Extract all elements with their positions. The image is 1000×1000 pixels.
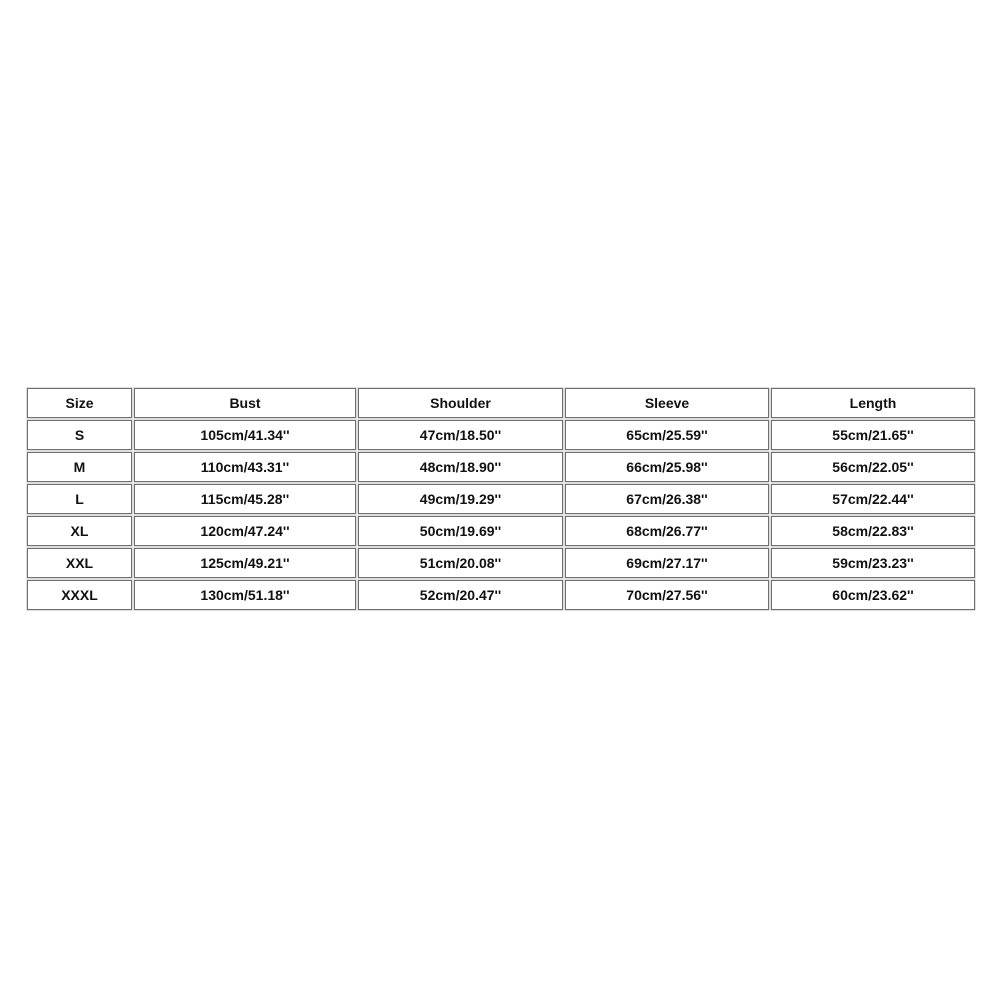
cell-shoulder: 52cm/20.47'' (358, 580, 563, 610)
header-bust: Bust (134, 388, 356, 418)
cell-sleeve: 68cm/26.77'' (565, 516, 769, 546)
table-row (27, 516, 975, 546)
cell-sleeve: 66cm/25.98'' (565, 452, 769, 482)
cell-shoulder: 47cm/18.50'' (358, 420, 563, 450)
cell-bust: 115cm/45.28'' (134, 484, 356, 514)
table-row (27, 548, 975, 578)
table-row (27, 452, 975, 482)
cell-bust: 105cm/41.34'' (134, 420, 356, 450)
cell-length: 59cm/23.23'' (771, 548, 975, 578)
cell-length: 57cm/22.44'' (771, 484, 975, 514)
cell-bust: 125cm/49.21'' (134, 548, 356, 578)
cell-shoulder: 49cm/19.29'' (358, 484, 563, 514)
header-sleeve: Sleeve (565, 388, 769, 418)
cell-size: XXXL (27, 580, 132, 610)
cell-length: 55cm/21.65'' (771, 420, 975, 450)
cell-sleeve: 70cm/27.56'' (565, 580, 769, 610)
table-header-row (27, 388, 975, 418)
cell-bust: 110cm/43.31'' (134, 452, 356, 482)
cell-length: 56cm/22.05'' (771, 452, 975, 482)
header-shoulder: Shoulder (358, 388, 563, 418)
table-row (27, 484, 975, 514)
cell-sleeve: 67cm/26.38'' (565, 484, 769, 514)
table-row (27, 580, 975, 610)
cell-size: XXL (27, 548, 132, 578)
cell-shoulder: 50cm/19.69'' (358, 516, 563, 546)
cell-length: 58cm/22.83'' (771, 516, 975, 546)
cell-size: XL (27, 516, 132, 546)
cell-bust: 130cm/51.18'' (134, 580, 356, 610)
size-chart-table (25, 386, 977, 612)
cell-shoulder: 51cm/20.08'' (358, 548, 563, 578)
cell-size: L (27, 484, 132, 514)
cell-shoulder: 48cm/18.90'' (358, 452, 563, 482)
cell-bust: 120cm/47.24'' (134, 516, 356, 546)
cell-sleeve: 65cm/25.59'' (565, 420, 769, 450)
cell-size: S (27, 420, 132, 450)
cell-sleeve: 69cm/27.17'' (565, 548, 769, 578)
cell-size: M (27, 452, 132, 482)
cell-length: 60cm/23.62'' (771, 580, 975, 610)
header-length: Length (771, 388, 975, 418)
header-size: Size (27, 388, 132, 418)
table-row (27, 420, 975, 450)
